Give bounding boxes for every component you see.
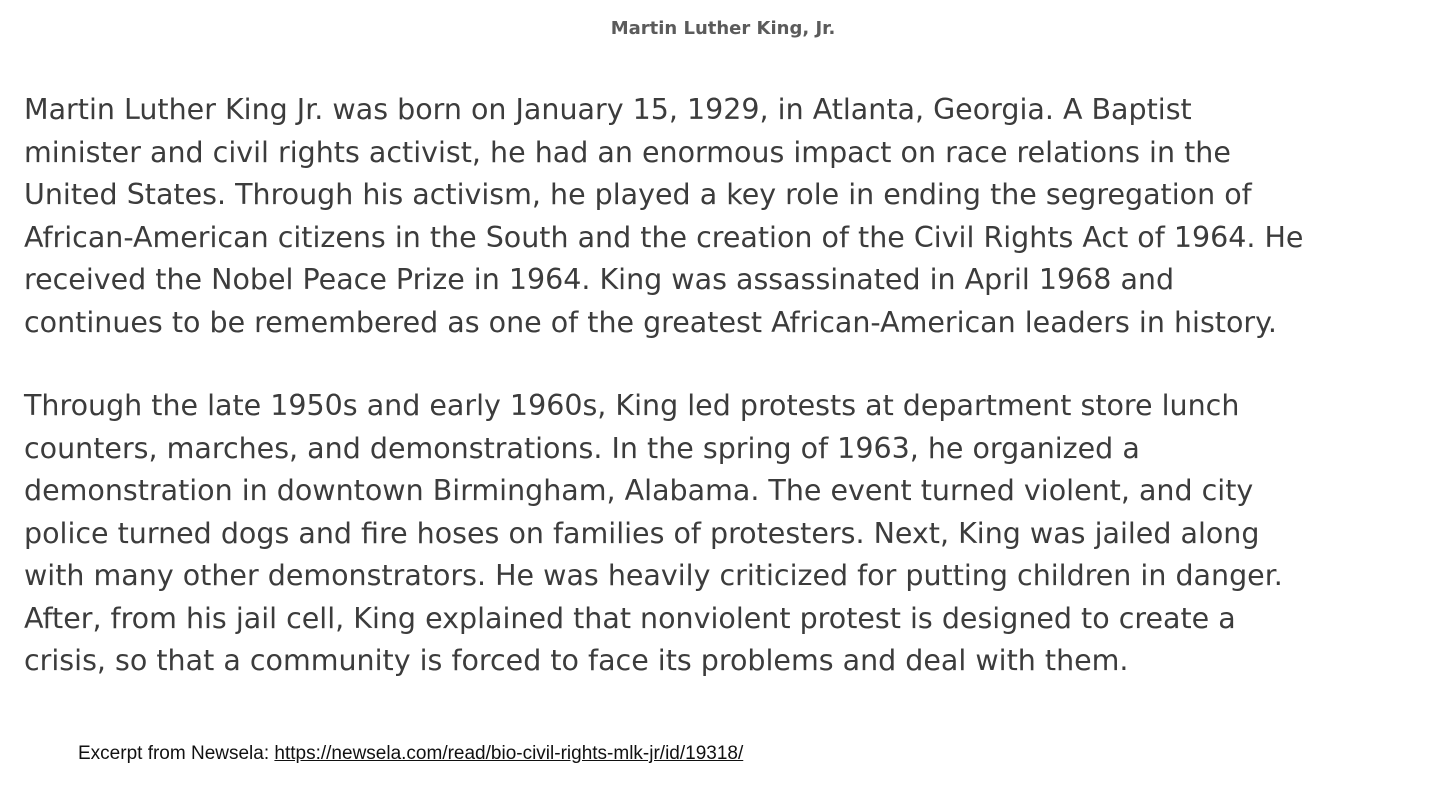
paragraph-1 [24,89,1424,344]
paragraph-1-line: minister and civil rights activist, he had an enormous impact on race relations in the [24,135,1231,169]
paragraph-1-line: Martin Luther King Jr. was born on January 15, 1929, in Atlanta, Georgia. A Baptist [24,93,1192,126]
paragraph-2-line: Through the late 1950s and early 1960s, King led protests at department store lunch [24,389,1240,422]
paragraph-2-line: with many other demonstrators. He was heavily criticized for putting children in danger. [24,559,1283,592]
paragraph-2-line: police turned dogs and fire hoses on families of protesters. Next, King was jailed along [24,516,1260,550]
page-title: Martin Luther King, Jr. [610,18,836,39]
paragraph-2-line: After, from his jail cell, King explained that nonviolent protest is designed to create a [24,601,1236,635]
paragraph-2-line: crisis, so that a community is forced to face its problems and deal with them. [24,644,1129,677]
paragraph-2-line: counters, marches, and demonstrations. In the spring of 1963, he organized a [24,431,1140,465]
paragraph-1-line: African-American citizens in the South and the creation of the Civil Rights Act of 1964. He [24,220,1304,254]
paragraph-1-line: received the Nobel Peace Prize in 1964. King was assassinated in April 1968 and [24,263,1175,296]
source-citation [78,743,743,765]
paragraph-2-line: demonstration in downtown Birmingham, Alabama. The event turned violent, and city [24,474,1254,507]
paragraph-1-line: United States. Through his activism, he played a key role in ending the segregation of [24,178,1252,211]
source-link[interactable]: https://newsela.com/read/bio-civil-rights-mlk-jr/id/19318/ [274,743,744,764]
source-prefix: Excerpt from Newsela: [78,743,275,764]
paragraph-2 [24,385,1424,683]
paragraph-1-line: continues to be remembered as one of the greatest African-American leaders in history. [24,305,1277,339]
